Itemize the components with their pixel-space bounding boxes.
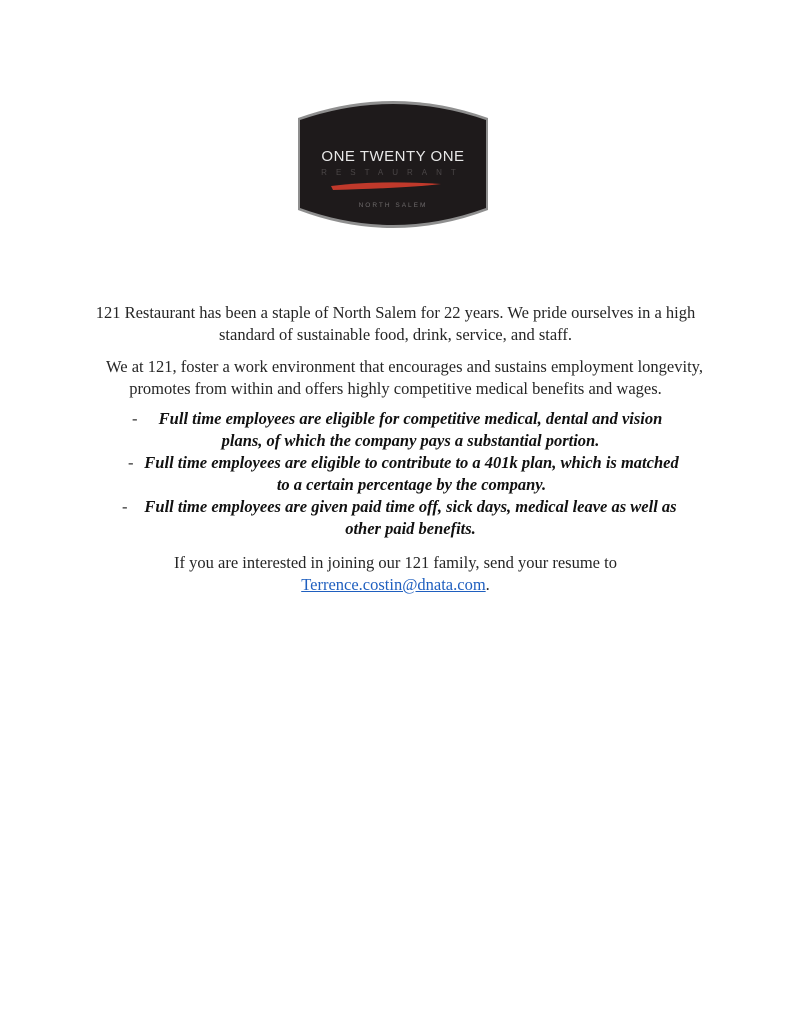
contact-text: If you are interested in joining our 121 family, send your resume to: [174, 553, 617, 572]
logo-badge: [297, 100, 489, 231]
workplace-paragraph: We at 121, foster a work environment that encourages and sustains employment longevity, promotes from within and offers highly competitive medical benefits and wages.: [106, 357, 703, 398]
contact-paragraph: [80, 552, 711, 596]
logo-location: NORTH SALEM: [358, 202, 428, 209]
benefit-text: Full time employees are eligible to contribute to a 401k plan, which is matched to a certain percentage by the company.: [144, 453, 679, 494]
intro-paragraph: 121 Restaurant has been a staple of North Salem for 22 years. We pride ourselves in a high standard of sustainable food, drink, service, and staff.: [95, 303, 696, 344]
list-item: [80, 496, 711, 540]
benefit-text: Full time employees are eligible for competitive medical, dental and vision plans, of which the company pays a substantial portion.: [158, 409, 663, 450]
logo-subtitle: RESTAURANT: [321, 168, 465, 177]
document-body: [80, 302, 711, 596]
benefit-text: Full time employees are given paid time off, sick days, medical leave as well as other paid benefits.: [144, 497, 677, 538]
list-item: [80, 408, 711, 452]
list-item: [80, 452, 711, 496]
benefits-list: [80, 408, 711, 540]
contact-period: .: [485, 575, 490, 594]
email-link[interactable]: Terrence.costin@dnata.com: [301, 575, 486, 594]
list-dash: -: [132, 409, 138, 428]
logo-title: ONE TWENTY ONE: [321, 148, 465, 165]
restaurant-logo: [297, 100, 489, 231]
list-dash: -: [122, 497, 128, 516]
list-dash: -: [128, 453, 134, 472]
